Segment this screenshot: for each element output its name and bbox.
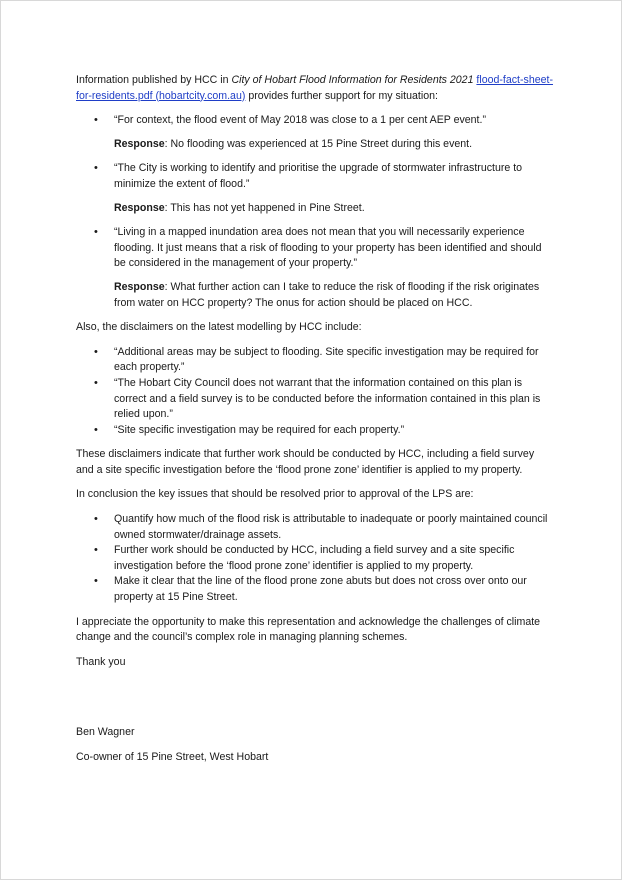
response-text [114,137,554,153]
hcc-quotes-list [76,113,554,311]
response-body: : No flooding was experienced at 15 Pine Street during this event. [164,137,473,150]
intro-text-before: Information published by HCC in [76,74,232,86]
list-item [76,225,554,311]
response-body: : This has not yet happened in Pine Street. [164,201,365,214]
list-item: • “Site specific investigation may be required for each property.” [76,423,554,439]
intro-text-after: provides further support for my situation: [245,89,438,102]
response-body: : What further action can I take to reduce the risk of flooding if the risk originates from water on HCC property? The onus for action should be placed on HCC. [114,280,540,309]
closing-paragraph: I appreciate the opportunity to make this representation and acknowledge the challenges of climate change and the council’s complex role in managing planning schemes. [76,615,541,644]
disclaimers-list [76,345,554,439]
list-item [76,113,554,152]
key-issues-list [76,512,554,606]
list-item: • Make it clear that the line of the flood prone zone abuts but does not cross over onto our property at 15 Pine Street. [76,574,554,605]
disclaimers-intro: Also, the disclaimers on the latest modelling by HCC include: [76,321,362,334]
intro-doc-title: City of Hobart Flood Information for Residents 2021 [231,74,474,86]
quote-text: • “For context, the flood event of May 2018 was close to a 1 per cent AEP event.” [114,114,486,127]
document-body [76,73,554,766]
response-text [114,201,554,217]
list-item: • “The Hobart City Council does not warrant that the information contained on this plan is correct and a field survey is to be conducted before the information contained in this plan is relied upon.” [76,376,554,423]
response-text [114,280,554,311]
quote-text: • “The City is working to identify and prioritise the upgrade of stormwater infrastructure to minimize the extent of flood.” [114,162,523,190]
disclaimers-summary: These disclaimers indicate that further work should be conducted by HCC, including a field survey and a site specific investigation before the ‘flood prone zone’ identifier is applied to my property. [76,448,535,476]
list-item [76,161,554,216]
signatory-role: Co-owner of 15 Pine Street, West Hobart [76,751,269,763]
list-item: • Quantify how much of the flood risk is attributable to inadequate or poorly maintained council owned stormwater/drainage assets. [76,512,554,543]
signatory-name: Ben Wagner [76,726,135,739]
response-label: Response [114,201,165,214]
quote-text: • “Living in a mapped inundation area does not mean that you will necessarily experience flooding. It just means that a risk of flooding to your property has been identified and should be considered in the management of your property.” [114,226,542,270]
list-item: • Further work should be conducted by HCC, including a field survey and a site specific investigation before the ‘flood prone zone’ identifier is applied to my property. [76,543,554,574]
intro-paragraph [76,73,554,104]
response-label: Response [114,280,165,293]
response-label: Response [114,137,165,150]
thank-you: Thank you [76,655,126,668]
flood-fact-sheet-link[interactable]: flood-fact-sheet-for-residents.pdf (hobartcity.com.au) [76,74,553,102]
conclusion-intro: In conclusion the key issues that should be resolved prior to approval of the LPS are: [76,488,474,501]
list-item: • “Additional areas may be subject to flooding. Site specific investigation may be required for each property.” [76,345,554,376]
